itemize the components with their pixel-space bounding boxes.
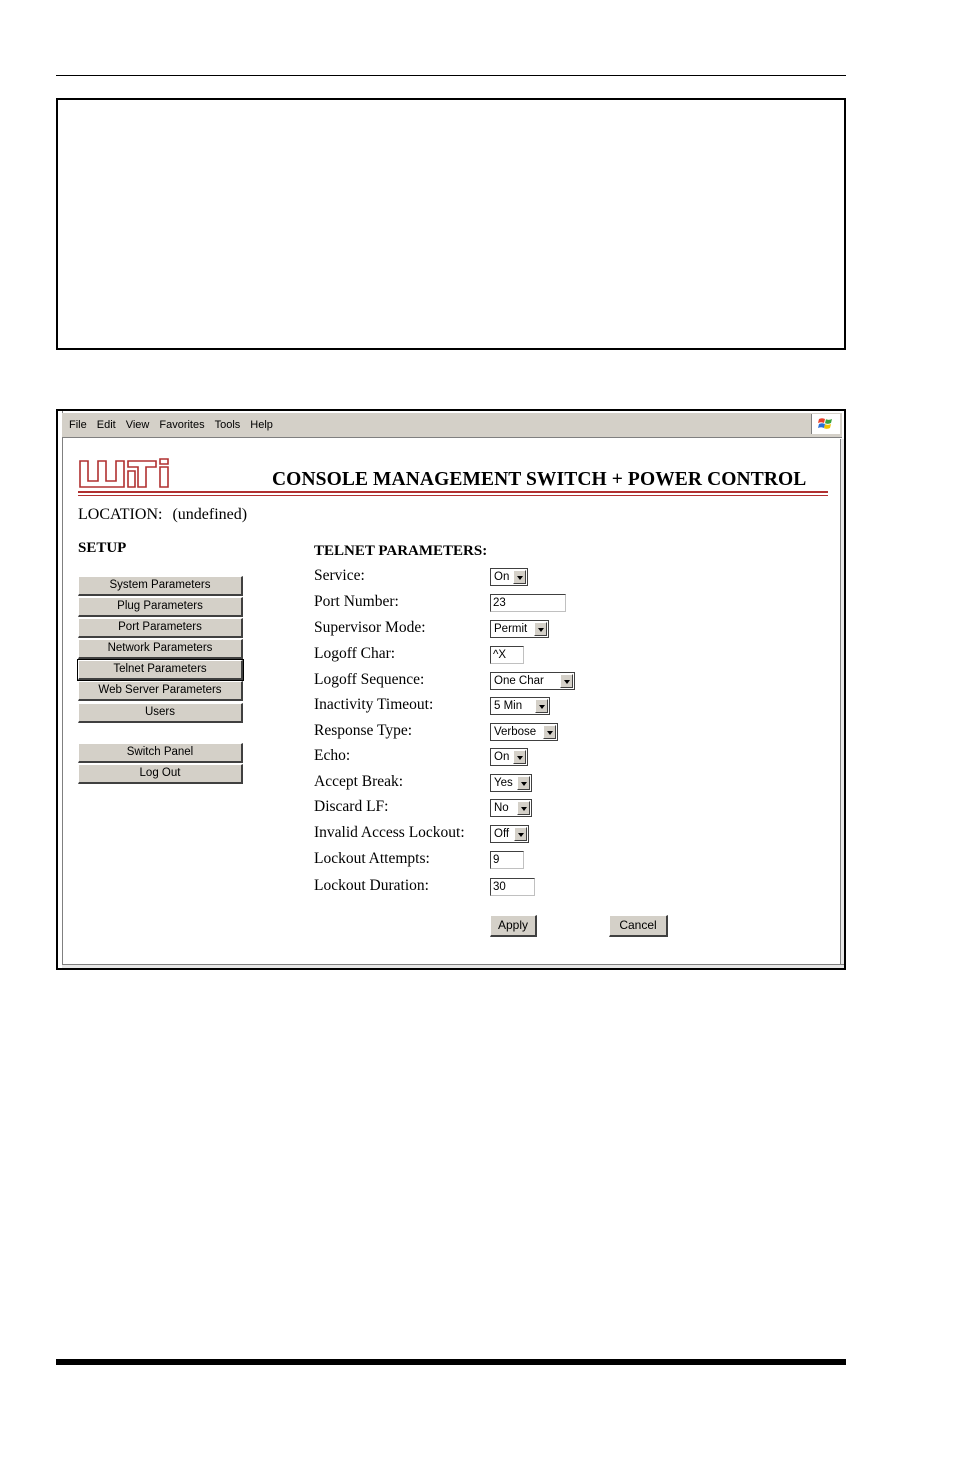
port-number-label: Port Number:	[314, 593, 399, 610]
service-select[interactable]	[490, 568, 528, 586]
discard-lf-label: Discard LF:	[314, 798, 389, 815]
chevron-down-icon	[517, 801, 530, 815]
logoff-sequence-value: One Char	[494, 675, 544, 687]
logoff-sequence-select[interactable]	[490, 672, 575, 690]
supervisor-mode-value: Permit	[494, 623, 528, 635]
lockout-attempts-input[interactable]: 9	[490, 851, 524, 869]
discard-lf-select[interactable]	[490, 799, 532, 817]
lockout-attempts-label: Lockout Attempts:	[314, 850, 430, 867]
page-bottom-rule	[56, 1359, 846, 1365]
logoff-char-input[interactable]: ^X	[490, 646, 524, 664]
page-top-rule	[56, 75, 846, 76]
response-type-label: Response Type:	[314, 722, 413, 739]
title-rule	[78, 491, 828, 493]
logoff-char-label: Logoff Char:	[314, 645, 396, 662]
plug-parameters-button[interactable]: Plug Parameters	[78, 597, 243, 617]
echo-label: Echo:	[314, 747, 351, 764]
chevron-down-icon	[513, 750, 526, 764]
chevron-down-icon	[560, 674, 573, 688]
invalid-access-lockout-select[interactable]	[490, 825, 529, 843]
response-type-select[interactable]	[490, 723, 558, 741]
echo-value: On	[494, 751, 510, 763]
browser-window	[56, 409, 846, 970]
telnet-parameters-heading: TELNET PARAMETERS:	[314, 543, 488, 559]
windows-logo-icon	[811, 414, 840, 434]
invalid-access-lockout-label: Invalid Access Lockout:	[314, 824, 465, 841]
location-label: LOCATION:	[78, 506, 163, 523]
web-server-parameters-button[interactable]: Web Server Parameters	[78, 681, 243, 701]
service-value: On	[494, 571, 510, 583]
note-box	[56, 98, 846, 350]
menu-help[interactable]: Help	[250, 419, 273, 431]
setup-heading: SETUP	[78, 540, 127, 556]
telnet-parameters-button[interactable]: Telnet Parameters	[78, 660, 243, 680]
wti-logo	[78, 457, 174, 493]
menu-view[interactable]: View	[125, 419, 150, 431]
lockout-duration-input[interactable]: 30	[490, 878, 535, 896]
chevron-down-icon	[517, 776, 530, 790]
cancel-button[interactable]: Cancel	[609, 915, 668, 937]
menu-file[interactable]: File	[69, 419, 87, 431]
window-left-edge	[58, 411, 63, 968]
menu-bar	[62, 413, 842, 438]
chevron-down-icon	[543, 725, 556, 739]
inactivity-timeout-label: Inactivity Timeout:	[314, 696, 434, 713]
port-parameters-button[interactable]: Port Parameters	[78, 618, 243, 638]
invalid-access-lockout-value: Off	[494, 828, 510, 840]
chevron-down-icon	[535, 699, 548, 713]
port-number-input[interactable]: 23	[490, 594, 566, 612]
network-parameters-button[interactable]: Network Parameters	[78, 639, 243, 659]
logoff-sequence-label: Logoff Sequence:	[314, 671, 425, 688]
location-line	[78, 506, 247, 524]
vertical-scrollbar[interactable]	[840, 439, 844, 968]
discard-lf-value: No	[494, 802, 509, 814]
response-type-value: Verbose	[494, 726, 537, 738]
menu-favorites[interactable]: Favorites	[159, 419, 205, 431]
menu-edit[interactable]: Edit	[96, 419, 116, 431]
apply-button[interactable]: Apply	[490, 915, 537, 937]
accept-break-value: Yes	[494, 777, 513, 789]
system-parameters-button[interactable]: System Parameters	[78, 576, 243, 596]
chevron-down-icon	[513, 570, 526, 584]
users-button[interactable]: Users	[78, 703, 243, 723]
inactivity-timeout-select[interactable]	[490, 697, 550, 715]
service-label: Service:	[314, 567, 365, 584]
page-title: CONSOLE MANAGEMENT SWITCH + POWER CONTROL	[272, 469, 807, 490]
menu-tools[interactable]: Tools	[214, 419, 241, 431]
location-value: (undefined)	[172, 506, 248, 523]
log-out-button[interactable]: Log Out	[78, 764, 243, 784]
supervisor-mode-label: Supervisor Mode:	[314, 619, 426, 636]
lockout-duration-label: Lockout Duration:	[314, 877, 429, 894]
chevron-down-icon	[534, 622, 547, 636]
echo-select[interactable]	[490, 748, 528, 766]
inactivity-timeout-value: 5 Min	[494, 700, 523, 712]
title-rule-thin	[78, 495, 828, 496]
accept-break-label: Accept Break:	[314, 773, 404, 790]
accept-break-select[interactable]	[490, 774, 532, 792]
switch-panel-button[interactable]: Switch Panel	[78, 743, 243, 763]
window-bottom-edge	[62, 964, 844, 968]
chevron-down-icon	[514, 827, 527, 841]
supervisor-mode-select[interactable]	[490, 620, 549, 638]
